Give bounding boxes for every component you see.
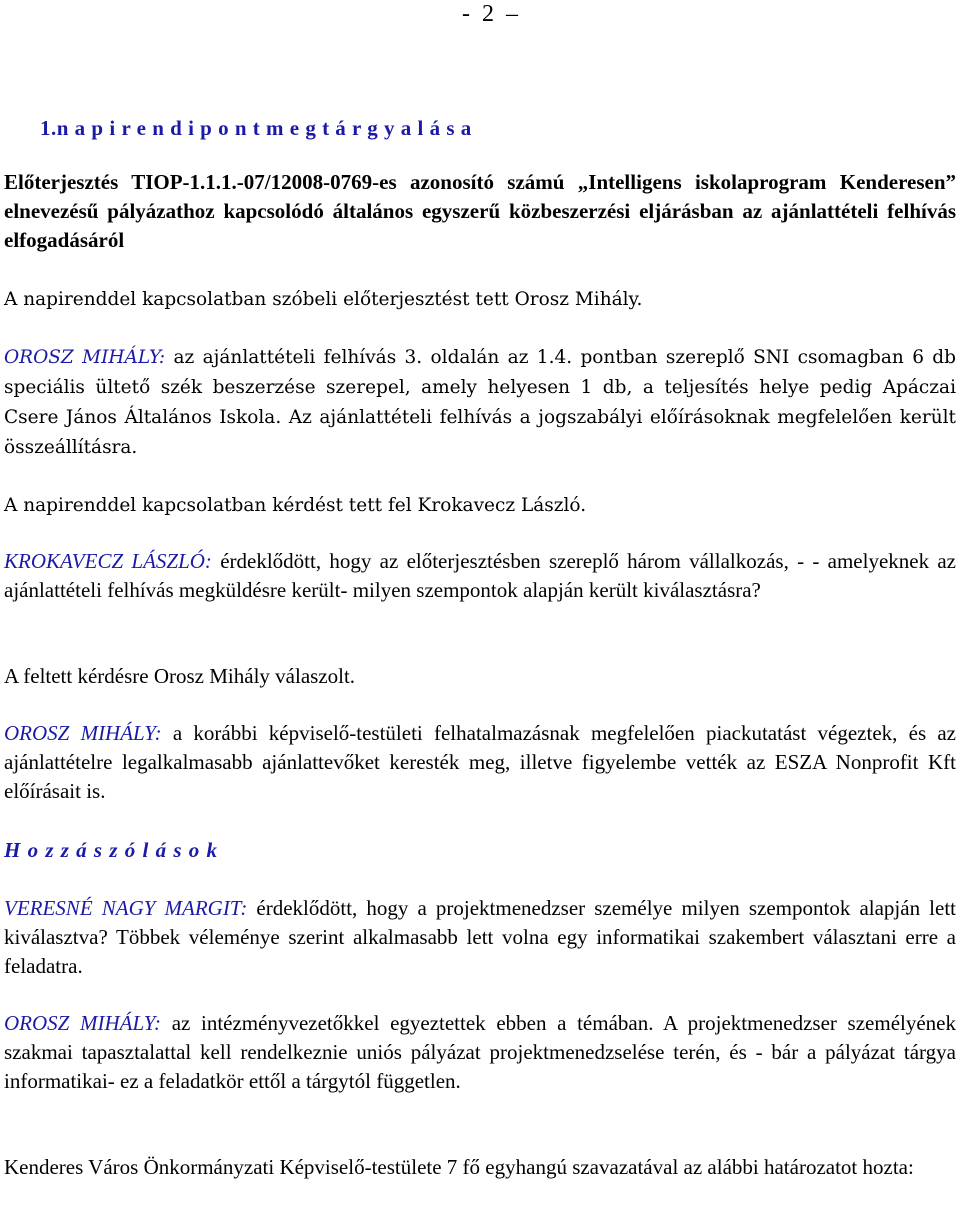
statement-text: az ajánlattételi felhívás 3. oldalán az 1.4. pontban szereplő SNI csomagban 6 db speciális ültető szék beszerzése szerepel, amely helyesen 1 db, a teljesítés helye pedig Apáczai Csere János Általános Iskola. Az ajánlattételi felhívás a jogszabályi előírásoknak megfelelően került összeállításra. xyxy=(4,347,956,458)
intro-oral-presentation: A napirenddel kapcsolatban szóbeli előterjesztést tett Orosz Mihály. xyxy=(4,289,643,310)
statement-text: a korábbi képviselő-testületi felhatalmazásnak megfelelően piackutatást végeztek, és az ajánlattételre legalkalmasabb ajánlattevőket keresték meg, illetve figyelembe vették az ESZA Nonprofit Kft előírásait is. xyxy=(4,721,956,803)
agenda-item-title: 1.n a p i r e n d i p o n t m e g t á r g y a l á s a xyxy=(40,116,472,140)
page-number: - 2 – xyxy=(462,1,518,27)
statement-orosz-1 xyxy=(4,343,956,463)
speaker-name: OROSZ MIHÁLY: xyxy=(4,721,162,745)
statement-veresne xyxy=(4,894,956,981)
question-intro: A napirenddel kapcsolatban kérdést tett fel Krokavecz László. xyxy=(4,495,587,516)
speaker-name: KROKAVECZ LÁSZLÓ: xyxy=(4,549,212,573)
statement-krokavecz xyxy=(4,547,956,605)
statement-text: az intézményvezetőkkel egyeztettek ebben a témában. A projektmenedzser személyének szakmai tapasztalattal kell rendelkeznie uniós pályázat projektmenedzselése terén, és - bár a pályázat tárgya informatikai- ez a feladatkör ettől a tárgytól független. xyxy=(4,1011,956,1093)
speaker-name: VERESNÉ NAGY MARGIT: xyxy=(4,896,248,920)
resolution-intro: Kenderes Város Önkormányzati Képviselő-testülete 7 fő egyhangú szavazatával az alábbi határozatot hozta: xyxy=(4,1155,914,1179)
answer-note: A feltett kérdésre Orosz Mihály válaszolt. xyxy=(4,664,356,688)
statement-orosz-3 xyxy=(4,1009,956,1096)
statement-text: érdeklődött, hogy a projektmenedzser személye milyen szempontok alapján lett kiválasztva? Többek véleménye szerint alkalmasabb lett volna egy informatikai szakembert választani erre a feladatra. xyxy=(4,896,956,978)
statement-text: érdeklődött, hogy az előterjesztésben szereplő három vállalkozás, - - amelyeknek az ajánlattételi felhívás megküldésre került- milyen szempontok alapján került kiválasztásra? xyxy=(4,549,957,602)
speaker-name: OROSZ MIHÁLY: xyxy=(4,1011,162,1035)
speaker-name: OROSZ MIHÁLY: xyxy=(4,347,166,368)
statement-orosz-2 xyxy=(4,719,956,806)
section-heading-comments: H o z z á s z ó l á s o k xyxy=(4,838,219,862)
proposal-title: Előterjesztés TIOP-1.1.1.-07/12008-0769-es azonosító számú „Intelligens iskolaprogram Kenderesen” elnevezésű pályázathoz kapcsolódó általános egyszerű közbeszerzési eljárásban az ajánlattételi felhívás elfogadásáról xyxy=(4,170,956,252)
